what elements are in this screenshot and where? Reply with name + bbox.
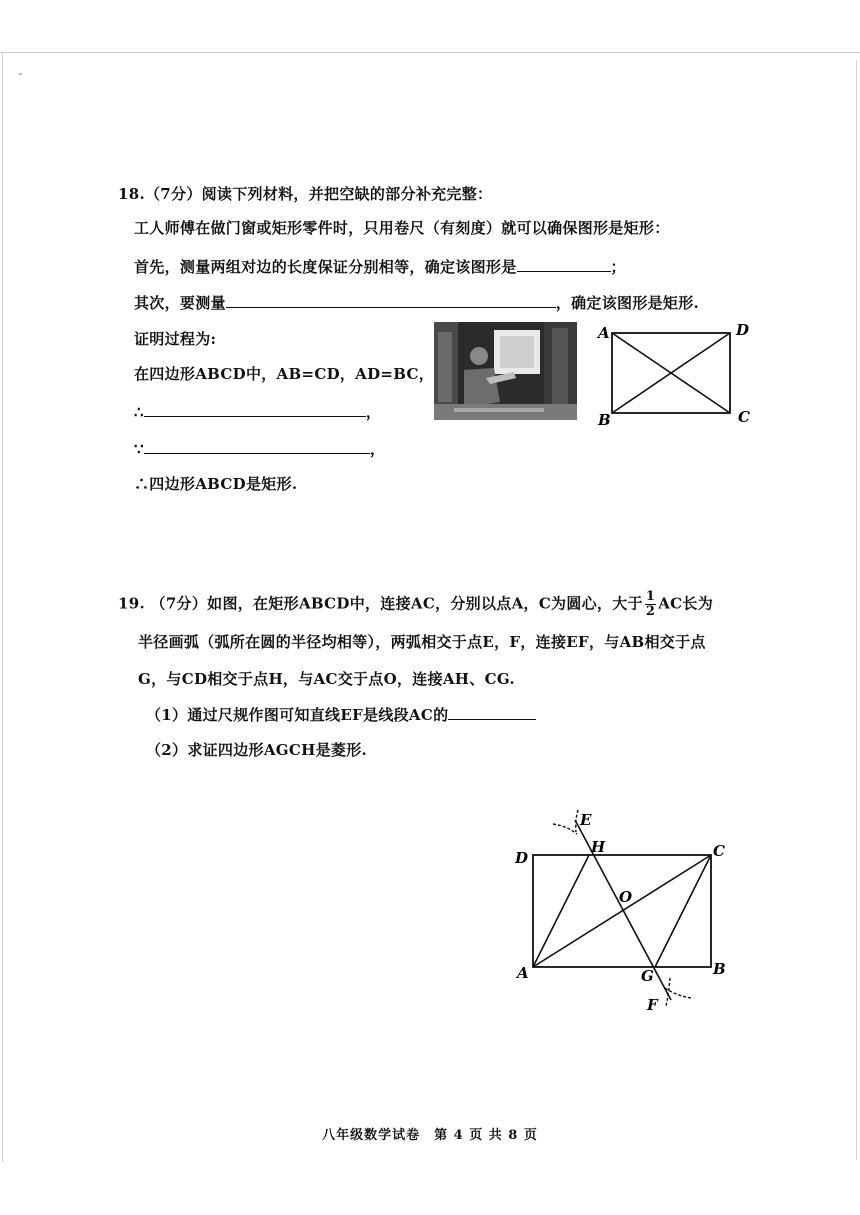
q18-blank-because[interactable] [144,438,370,454]
fraction-numerator: 1 [645,589,656,604]
q19-line1-end: AC长为 [658,594,713,613]
q18-because-line [134,438,385,459]
fraction-denominator: 2 [645,604,656,619]
q18-line2-end: ； [610,258,626,276]
q18-label-b: B [598,411,611,429]
q19-label-a: A [517,964,529,982]
q18-line1: 工人师傅在做门窗或矩形零件时，只用卷尺（有刻度）就可以确保图形是矩形： [134,219,670,237]
q19-line3: G，与CD相交于点H，与AC交于点O，连接AH、CG. [138,670,515,688]
q18-header: 18.（7分）阅读下列材料，并把空缺的部分补充完整： [118,185,493,203]
q19-label-e: E [580,811,592,829]
worker-photo [434,322,577,420]
q19-line-ef [575,820,671,1000]
q19-label-f: F [647,996,658,1014]
q18-conclusion: ∴四边形ABCD是矩形. [134,475,298,493]
q18-blank-measure[interactable] [226,292,556,308]
q18-label-d: D [736,321,750,339]
q18-blank-therefore[interactable] [144,401,366,417]
q19-arc-e-1 [553,824,577,834]
q18-proof-given: 在四边形ABCD中，AB=CD，AD=BC， [134,365,435,383]
q18-therefore-line [134,401,381,422]
top-margin [0,0,860,53]
q18-blank-shape[interactable] [517,256,611,272]
q18-label-a: A [598,324,610,342]
comma: ， [365,403,382,421]
q19-sub1 [146,704,536,725]
q19-label-g: G [641,967,654,985]
q18-line2 [134,256,626,277]
q19-label-b: B [713,960,726,978]
q19-label-h: H [591,838,606,856]
q19-line1-text: 19. （7分）如图，在矩形ABCD中，连接AC，分别以点A，C为圆心，大于 [118,594,643,613]
page-left-edge [2,52,3,1162]
page-footer: 八年级数学试卷 第 4 页 共 8 页 [322,1128,538,1143]
q18-rectangle-figure [590,318,760,430]
q19-label-o: O [619,888,633,906]
scan-speck [19,73,22,75]
q19-line1 [118,590,713,619]
q18-line3 [134,292,699,313]
comma: ， [369,440,386,458]
q18-label-c: C [738,408,750,426]
q18-proof-label: 证明过程为: [134,330,217,348]
q19-blank-bisector[interactable] [448,704,536,720]
q19-line2: 半径画弧（弧所在圆的半径均相等），两弧相交于点E，F，连接EF，与AB相交于点 [138,633,706,651]
q18-line2-text: 首先，测量两组对边的长度保证分别相等，确定该图形是 [134,258,517,276]
fraction-one-half [645,590,656,619]
because-symbol: ∵ [134,440,144,458]
therefore-symbol: ∴ [134,403,144,421]
q19-arc-e-2 [576,810,578,832]
q19-label-d: D [515,849,529,867]
q19-label-c: C [713,842,725,860]
q19-diagonal-ac [533,855,711,967]
q18-line3-text: 其次，要测量 [134,294,226,312]
q18-line3-end: ，确定该图形是矩形. [555,294,700,312]
q19-sub2: （2）求证四边形AGCH是菱形. [146,741,368,759]
q19-geometry-figure [505,800,735,1020]
page-right-edge [856,60,857,1160]
q19-sub1-text: （1）通过尺规作图可知直线EF是线段AC的 [146,706,449,724]
